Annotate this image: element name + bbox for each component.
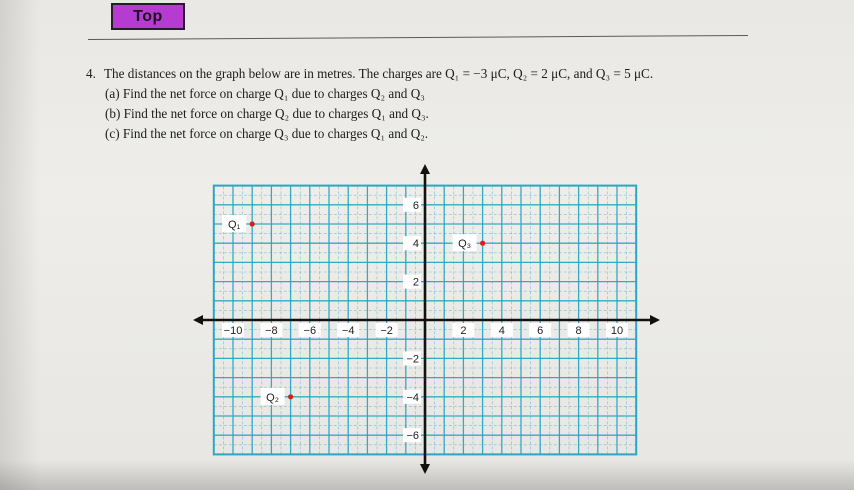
x-tick-label: 4 <box>498 325 505 337</box>
problem-part-b: (b) Find the net force on charge Q₂ due to charges Q₁ and Q₃. <box>105 106 429 121</box>
x-tick-label: −2 <box>380 325 393 337</box>
coordinate-graph <box>190 160 670 476</box>
y-tick-label: −6 <box>406 430 419 443</box>
x-tick-label: 6 <box>537 325 544 337</box>
x-tick-label: −8 <box>265 325 278 337</box>
page-shadow-bottom <box>0 460 854 490</box>
problem-statement-line <box>86 64 786 84</box>
page-shadow-left <box>0 0 40 490</box>
x-tick-label: 2 <box>460 325 467 337</box>
charge-point <box>480 241 485 246</box>
y-tick-label: −4 <box>406 391 419 404</box>
top-tab-label: Top <box>133 7 163 25</box>
charge-point <box>250 221 255 226</box>
x-tick-label: −4 <box>341 325 355 337</box>
x-tick-label: 10 <box>610 325 624 337</box>
problem-part-c: (c) Find the net force on charge Q₃ due to charges Q₁ and Q₂. <box>105 126 429 141</box>
top-tab[interactable] <box>111 3 185 30</box>
problem-statement: The distances on the graph below are in metres. The charges are Q₁ = −3 μC, Q₂ = 2 μC, and Q₃ = 5 μC. <box>104 66 654 81</box>
problem-block <box>86 64 786 144</box>
charge-label: Q₃ <box>458 238 472 251</box>
header-rule <box>88 35 748 40</box>
x-axis-arrow-left <box>193 315 203 325</box>
x-axis-arrow-right <box>650 315 660 325</box>
y-tick-label: 6 <box>412 199 419 212</box>
problem-number: 4. <box>86 66 96 81</box>
charge-point <box>288 394 293 399</box>
y-tick-label: 4 <box>412 238 419 251</box>
problem-part-a: (a) Find the net force on charge Q₁ due to charges Q₂ and Q₃ <box>105 86 425 101</box>
y-axis-arrow-up <box>420 164 430 174</box>
x-tick-label: 8 <box>575 325 582 337</box>
y-tick-label: −2 <box>406 353 419 366</box>
charge-label: Q₂ <box>266 391 280 404</box>
y-tick-label: 2 <box>412 276 419 289</box>
x-tick-label: −6 <box>303 325 317 337</box>
x-tick-label: −10 <box>223 325 243 337</box>
charge-label: Q₁ <box>228 219 241 231</box>
